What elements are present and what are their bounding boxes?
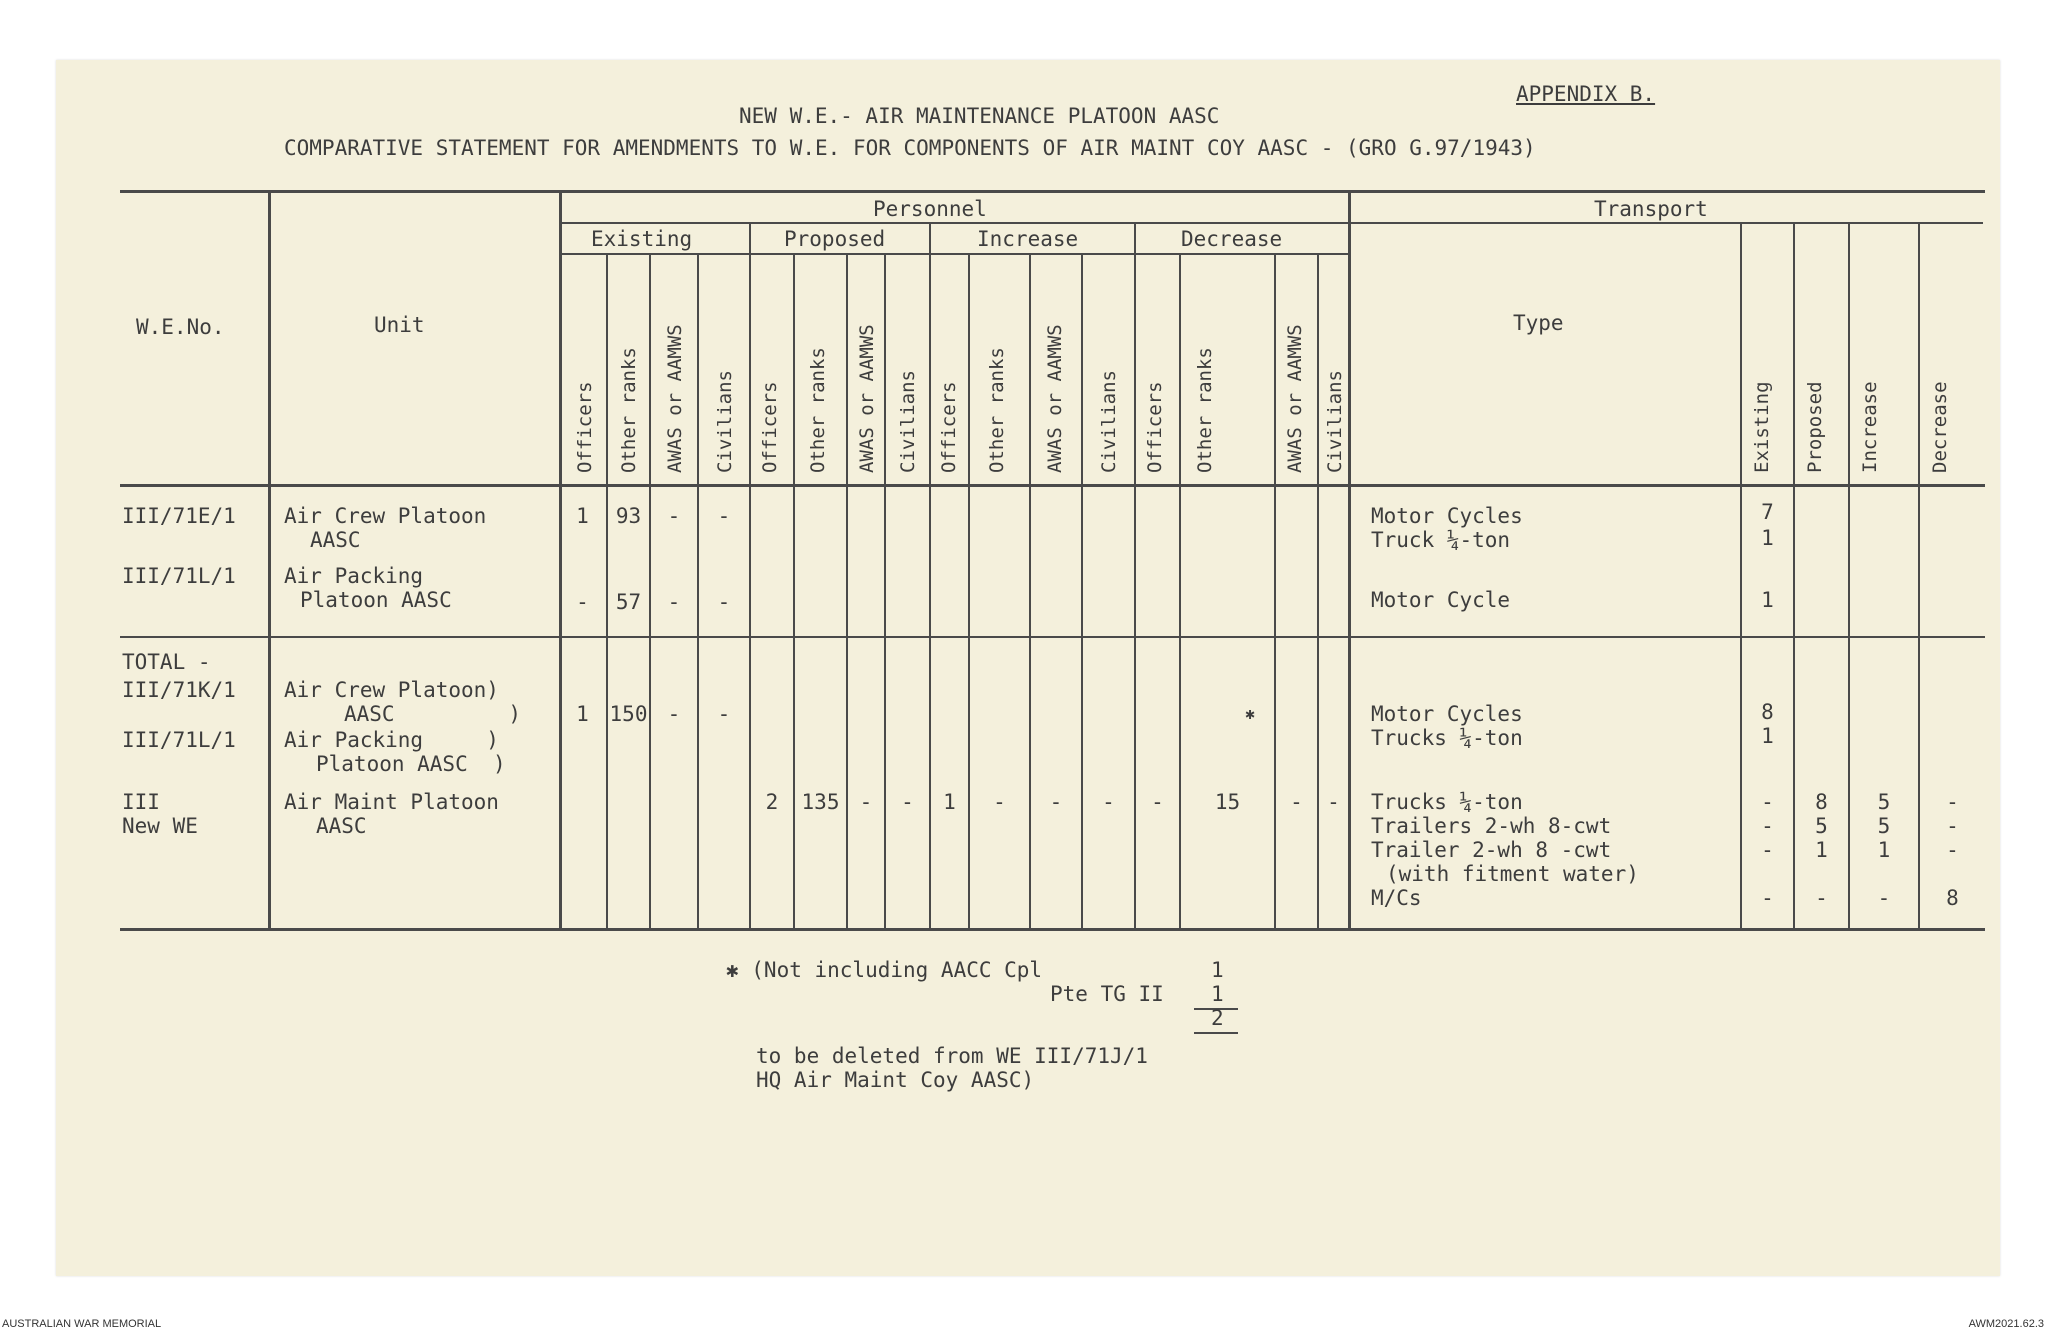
decrease-header: Decrease: [1181, 227, 1283, 251]
cell: -: [993, 790, 1006, 814]
col-rule: [968, 253, 970, 930]
footnote-line: ✱ (Not including AACC Cpl: [726, 958, 1043, 982]
officers-header: Officers: [759, 381, 781, 473]
cell: -: [717, 504, 731, 528]
col-rule: [1274, 253, 1276, 930]
officers-header: Officers: [938, 381, 960, 473]
cell: -: [1946, 814, 1959, 838]
archive-id: AWM2021.62.3: [1968, 1318, 2044, 1330]
unit-name: Air Crew Platoon): [284, 678, 499, 702]
footnote-line: to be deleted from WE III/71J/1: [756, 1044, 1148, 1068]
section-rule: [120, 636, 1985, 638]
header-bottom-rule: [120, 484, 1985, 487]
cell: -: [1761, 838, 1774, 862]
cell: 1: [943, 790, 956, 814]
col-rule: [1317, 253, 1319, 930]
cell: 150: [609, 702, 648, 726]
sum-rule: [1194, 1032, 1238, 1034]
cell: 1: [1815, 838, 1828, 862]
transport-type: (with fitment water): [1386, 862, 1639, 886]
asterisk-mark: ✱: [1245, 704, 1255, 723]
footnote-value: 1: [1211, 982, 1224, 1006]
transport-type: Trailers 2-wh 8-cwt: [1371, 814, 1612, 838]
unit-name: AASC ): [344, 702, 522, 726]
cell: 2: [765, 790, 779, 814]
col-rule: [1081, 253, 1083, 930]
cell: 135: [801, 790, 840, 814]
col-rule: [846, 253, 848, 930]
transport-type: Truck ¼-ton: [1371, 528, 1511, 552]
civilians-header: Civilians: [897, 370, 919, 473]
personnel-group-rule: [559, 222, 1983, 224]
cell: 1: [1761, 724, 1774, 748]
cell: 5: [1877, 790, 1891, 814]
type-header: Type: [1513, 311, 1564, 335]
cell: -: [667, 504, 681, 528]
cell: -: [576, 590, 589, 614]
cell: -: [1049, 790, 1063, 814]
col-rule-personnel: [559, 190, 562, 930]
table-top-rule: [120, 190, 1985, 193]
cell: 1: [1877, 838, 1891, 862]
awas-header: AWAS or AAMWS: [664, 324, 686, 473]
officers-header: Officers: [1144, 381, 1166, 473]
transport-type: Motor Cycle: [1371, 588, 1511, 612]
cell: 15: [1214, 790, 1241, 814]
cell: -: [1290, 790, 1303, 814]
civilians-header: Civilians: [1098, 370, 1120, 473]
transport-type: Trailer 2-wh 8 -cwt: [1371, 838, 1612, 862]
other-ranks-header: Other ranks: [986, 347, 1008, 473]
transport-header: Transport: [1594, 197, 1708, 221]
cell: 8: [1815, 790, 1828, 814]
awas-header: AWAS or AAMWS: [1284, 324, 1306, 473]
transport-decrease-header: Decrease: [1929, 381, 1951, 473]
cell: 1: [1761, 526, 1774, 550]
unit-header: Unit: [374, 313, 425, 337]
we-number: III/71K/1: [122, 678, 236, 702]
transport-type: Trucks ¼-ton: [1371, 790, 1523, 814]
cell: 8: [1946, 886, 1959, 910]
other-ranks-header: Other ranks: [618, 347, 640, 473]
cell: -: [1102, 790, 1115, 814]
footnote-value: 1: [1211, 958, 1224, 982]
col-rule-proposed: [749, 222, 751, 930]
cell: 7: [1761, 500, 1774, 524]
awas-header: AWAS or AAMWS: [856, 324, 878, 473]
unit-name: Platoon AASC: [300, 588, 452, 612]
col-rule-increase: [929, 222, 931, 930]
cell: -: [717, 702, 731, 726]
personnel-header: Personnel: [873, 197, 987, 221]
cell: -: [667, 590, 681, 614]
transport-type: M/Cs: [1371, 886, 1422, 910]
footnote-total: 2: [1211, 1006, 1224, 1030]
we-number: III/71L/1: [122, 564, 236, 588]
col-rule: [793, 253, 795, 930]
cell: -: [1761, 814, 1774, 838]
unit-name: AASC: [310, 528, 361, 552]
unit-name: Air Maint Platoon: [284, 790, 499, 814]
transport-existing-header: Existing: [1751, 381, 1773, 473]
cell: 5: [1815, 814, 1828, 838]
footnote-line: Pte TG II: [1050, 982, 1164, 1006]
transport-proposed-header: Proposed: [1804, 381, 1826, 473]
col-rule: [1179, 253, 1181, 930]
other-ranks-header: Other ranks: [1194, 347, 1216, 473]
document-title: NEW W.E.- AIR MAINTENANCE PLATOON AASC: [739, 104, 1220, 128]
officers-header: Officers: [574, 381, 596, 473]
unit-name: Platoon AASC ): [316, 752, 506, 776]
cell: -: [667, 702, 681, 726]
document-page: [56, 60, 2000, 1276]
we-number: New WE: [122, 814, 198, 838]
cell: -: [1946, 838, 1959, 862]
col-rule: [1029, 253, 1031, 930]
increase-header: Increase: [977, 227, 1079, 251]
cell: -: [901, 790, 914, 814]
unit-name: Air Packing ): [284, 728, 499, 752]
col-rule-decrease: [1134, 222, 1136, 930]
transport-type: Trucks ¼-ton: [1371, 726, 1523, 750]
document-subtitle: COMPARATIVE STATEMENT FOR AMENDMENTS TO W.E. FOR COMPONENTS OF AIR MAINT COY AASC - (GRO G.97/1943): [284, 136, 1536, 160]
footnote-line: HQ Air Maint Coy AASC): [756, 1068, 1035, 1092]
table-bottom-rule: [120, 928, 1985, 931]
we-no-header: W.E.No.: [136, 315, 225, 339]
cell: 1: [576, 504, 589, 528]
unit-name: Air Packing: [284, 564, 424, 588]
cell: 93: [615, 504, 642, 528]
existing-header: Existing: [591, 227, 693, 251]
cell: -: [1761, 790, 1774, 814]
appendix-label: APPENDIX B.: [1516, 82, 1656, 106]
total-label: TOTAL -: [122, 650, 211, 674]
transport-type: Motor Cycles: [1371, 702, 1523, 726]
cell: 5: [1877, 814, 1891, 838]
proposed-header: Proposed: [784, 227, 886, 251]
col-rule-transport: [1348, 190, 1351, 930]
we-number: III: [122, 790, 160, 814]
col-rule-unit: [268, 190, 271, 930]
subgroup-rule: [559, 253, 1348, 255]
civilians-header: Civilians: [1324, 370, 1346, 473]
we-number: III/71E/1: [122, 504, 236, 528]
cell: -: [1815, 886, 1828, 910]
col-rule: [884, 253, 886, 930]
cell: 8: [1761, 700, 1774, 724]
unit-name: Air Crew Platoon: [284, 504, 487, 528]
transport-type: Motor Cycles: [1371, 504, 1523, 528]
transport-increase-header: Increase: [1859, 381, 1881, 473]
cell: -: [1327, 790, 1340, 814]
archive-credit: AUSTRALIAN WAR MEMORIAL: [2, 1318, 162, 1330]
cell: -: [1761, 886, 1774, 910]
cell: -: [1946, 790, 1959, 814]
cell: -: [1877, 886, 1891, 910]
unit-name: AASC: [316, 814, 367, 838]
other-ranks-header: Other ranks: [807, 347, 829, 473]
awas-header: AWAS or AAMWS: [1044, 324, 1066, 473]
cell: 57: [615, 590, 642, 614]
cell: 1: [576, 702, 589, 726]
cell: -: [859, 790, 873, 814]
civilians-header: Civilians: [714, 370, 736, 473]
cell: 1: [1761, 588, 1774, 612]
we-number: III/71L/1: [122, 728, 236, 752]
cell: -: [1151, 790, 1164, 814]
cell: -: [717, 590, 731, 614]
